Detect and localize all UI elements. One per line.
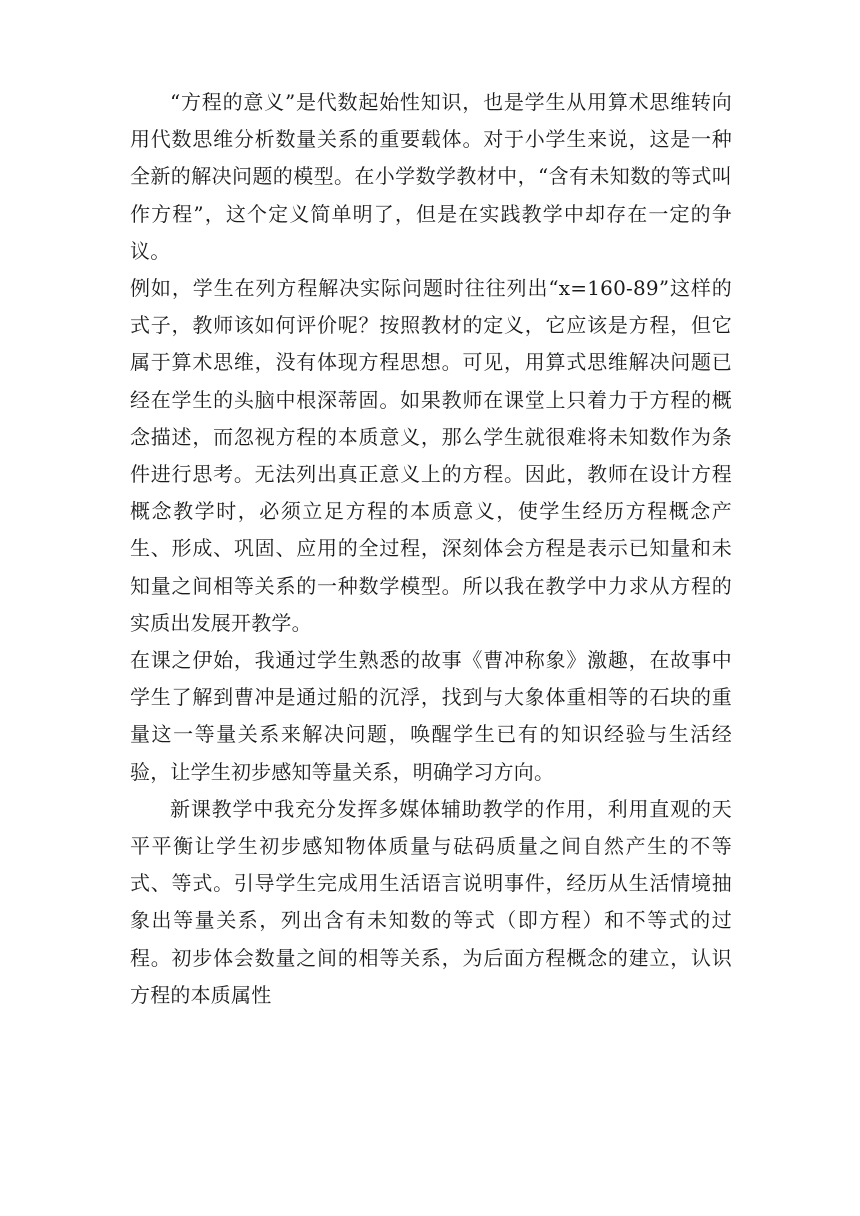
paragraph-new-lesson: 新课教学中我充分发挥多媒体辅助教学的作用，利用直观的天平平衡让学生初步感知物体质量与砝码质量之间自然产生的不等式、等式。引导学生完成用生活语言说明事件，经历从生活情境抽象出等量关系，列出含有未知数的等式（即方程）和不等式的过程。初步体会数量之间的相等关系，为后面方程概念的建立，认识方程的本质属性 — [130, 796, 732, 1007]
document-body — [130, 84, 732, 1014]
paragraph-lesson-opening: 在课之伊始，我通过学生熟悉的故事《曹冲称象》激趣，在故事中学生了解到曹冲是通过船的沉浮，找到与大象体重相等的石块的重量这一等量关系来解决问题，唤醒学生已有的知识经验与生活经验，让学生初步感知等量关系，明确学习方向。 — [130, 648, 732, 784]
paragraph-example: 例如，学生在列方程解决实际问题时往往列出“x=160-89”这样的式子，教师该如何评价呢？按照教材的定义，它应该是方程，但它属于算术思维，没有体现方程思想。可见，用算式思维解决问题已经在学生的头脑中根深蒂固。如果教师在课堂上只着力于方程的概念描述，而忽视方程的本质意义，那么学生就很难将未知数作为条件进行思考。无法列出真正意义上的方程。因此，教师在设计方程概念教学时，必须立足方程的本质意义，使学生经历方程概念产生、形成、巩固、应用的全过程，深刻体会方程是表示已知量和未知量之间相等关系的一种数学模型。所以我在教学中力求从方程的实质出发展开教学。 — [130, 276, 732, 635]
paragraph-equation-meaning: “方程的意义”是代数起始性知识，也是学生从用算术思维转向用代数思维分析数量关系的重要载体。对于小学生来说，这是一种全新的解决问题的模型。在小学数学教材中，“含有未知数的等式叫作方程”，这个定义简单明了，但是在实践教学中却存在一定的争议。 — [130, 90, 732, 263]
